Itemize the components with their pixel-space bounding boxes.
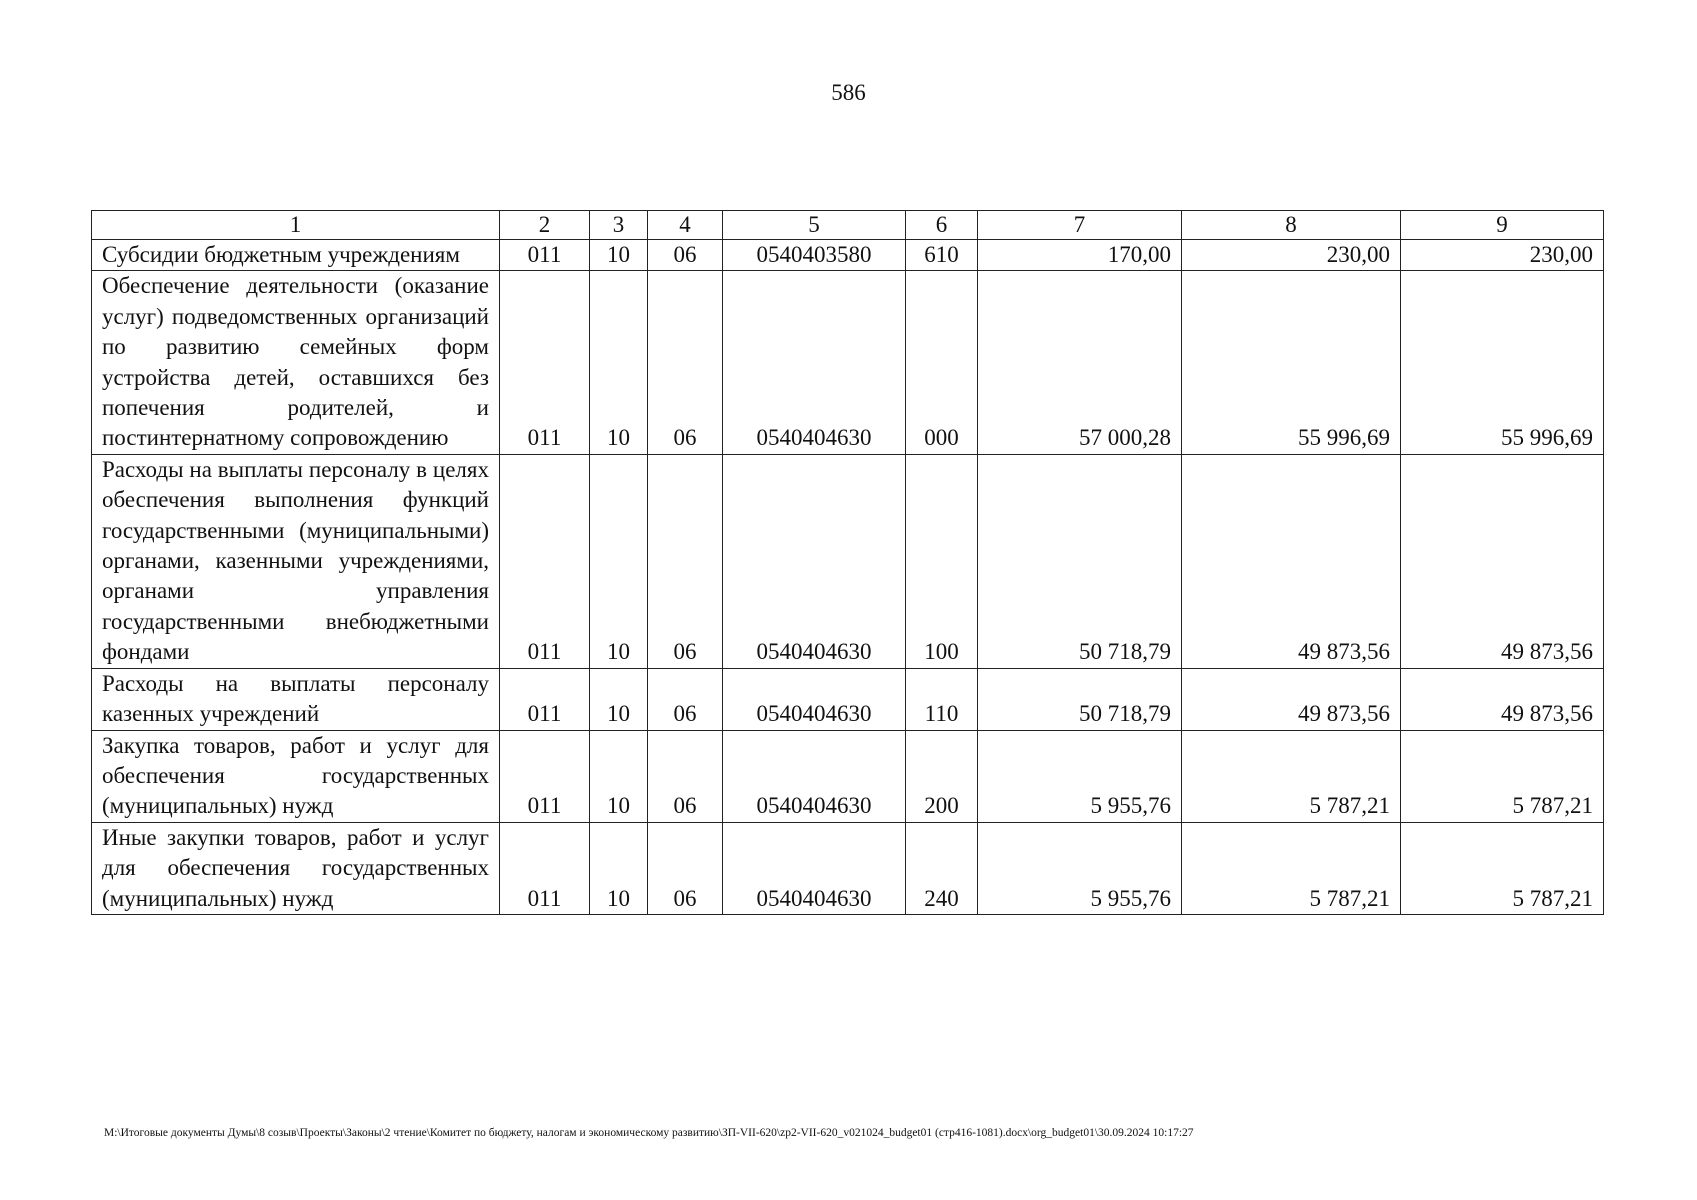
expense-name: Расходы на выплаты персоналу в целях обеспечения выполнения функций государственными (муниципальными) органами, казенными учреждениями, органами управления государственными внебюджетными фондами bbox=[92, 454, 500, 668]
amount-col9: 49 873,56 bbox=[1401, 454, 1604, 668]
column-header: 7 bbox=[978, 211, 1182, 240]
subsection-code: 06 bbox=[648, 454, 723, 668]
column-header: 8 bbox=[1182, 211, 1401, 240]
expense-type-code: 100 bbox=[906, 454, 978, 668]
subsection-code: 06 bbox=[648, 822, 723, 914]
amount-col7: 57 000,28 bbox=[978, 271, 1182, 454]
amount-col9: 49 873,56 bbox=[1401, 668, 1604, 730]
section-code: 10 bbox=[590, 454, 648, 668]
amount-col7: 5 955,76 bbox=[978, 822, 1182, 914]
target-article-code: 0540403580 bbox=[723, 240, 906, 271]
target-article-code: 0540404630 bbox=[723, 730, 906, 822]
subsection-code: 06 bbox=[648, 730, 723, 822]
target-article-code: 0540404630 bbox=[723, 454, 906, 668]
subsection-code: 06 bbox=[648, 240, 723, 271]
amount-col7: 170,00 bbox=[978, 240, 1182, 271]
column-header: 6 bbox=[906, 211, 978, 240]
ministry-code: 011 bbox=[500, 240, 590, 271]
column-header: 9 bbox=[1401, 211, 1604, 240]
subsection-code: 06 bbox=[648, 668, 723, 730]
table-row bbox=[92, 454, 1604, 668]
budget-table bbox=[91, 210, 1604, 915]
section-code: 10 bbox=[590, 240, 648, 271]
amount-col8: 230,00 bbox=[1182, 240, 1401, 271]
page-number: 586 bbox=[831, 80, 866, 105]
amount-col9: 5 787,21 bbox=[1401, 822, 1604, 914]
expense-name: Обеспечение деятельности (оказание услуг) подведомственных организаций по развитию семейных форм устройства детей, оставшихся без попечения родителей, и постинтернатному сопровождению bbox=[92, 271, 500, 454]
ministry-code: 011 bbox=[500, 822, 590, 914]
ministry-code: 011 bbox=[500, 271, 590, 454]
column-header: 2 bbox=[500, 211, 590, 240]
target-article-code: 0540404630 bbox=[723, 822, 906, 914]
expense-name: Субсидии бюджетным учреждениям bbox=[92, 240, 500, 271]
column-header: 3 bbox=[590, 211, 648, 240]
section-code: 10 bbox=[590, 668, 648, 730]
amount-col8: 49 873,56 bbox=[1182, 454, 1401, 668]
expense-type-code: 240 bbox=[906, 822, 978, 914]
amount-col9: 5 787,21 bbox=[1401, 730, 1604, 822]
amount-col9: 230,00 bbox=[1401, 240, 1604, 271]
table-row bbox=[92, 271, 1604, 454]
amount-col8: 5 787,21 bbox=[1182, 730, 1401, 822]
table-header-row bbox=[92, 211, 1604, 240]
ministry-code: 011 bbox=[500, 668, 590, 730]
target-article-code: 0540404630 bbox=[723, 668, 906, 730]
table-row bbox=[92, 730, 1604, 822]
table-row bbox=[92, 822, 1604, 914]
expense-name: Закупка товаров, работ и услуг для обеспечения государственных (муниципальных) нужд bbox=[92, 730, 500, 822]
section-code: 10 bbox=[590, 730, 648, 822]
file-path-footer: М:\Итоговые документы Думы\8 созыв\Проекты\Законы\2 чтение\Комитет по бюджету, налогам и экономическому развитию\ЗП-VII-620\zp2-VII-620_v021024_budget01 (стр416-1081).docx\org_budget01\30.09.2024 10:17:27 bbox=[104, 1127, 1194, 1139]
expense-name: Расходы на выплаты персоналу казенных учреждений bbox=[92, 668, 500, 730]
amount-col8: 5 787,21 bbox=[1182, 822, 1401, 914]
ministry-code: 011 bbox=[500, 730, 590, 822]
amount-col7: 50 718,79 bbox=[978, 668, 1182, 730]
ministry-code: 011 bbox=[500, 454, 590, 668]
subsection-code: 06 bbox=[648, 271, 723, 454]
amount-col8: 49 873,56 bbox=[1182, 668, 1401, 730]
column-header: 1 bbox=[92, 211, 500, 240]
table-row bbox=[92, 240, 1604, 271]
expense-type-code: 200 bbox=[906, 730, 978, 822]
table-row bbox=[92, 668, 1604, 730]
expense-name: Иные закупки товаров, работ и услуг для обеспечения государственных (муниципальных) нужд bbox=[92, 822, 500, 914]
expense-type-code: 000 bbox=[906, 271, 978, 454]
amount-col7: 5 955,76 bbox=[978, 730, 1182, 822]
amount-col9: 55 996,69 bbox=[1401, 271, 1604, 454]
section-code: 10 bbox=[590, 271, 648, 454]
column-header: 5 bbox=[723, 211, 906, 240]
amount-col7: 50 718,79 bbox=[978, 454, 1182, 668]
section-code: 10 bbox=[590, 822, 648, 914]
expense-type-code: 110 bbox=[906, 668, 978, 730]
expense-type-code: 610 bbox=[906, 240, 978, 271]
target-article-code: 0540404630 bbox=[723, 271, 906, 454]
column-header: 4 bbox=[648, 211, 723, 240]
amount-col8: 55 996,69 bbox=[1182, 271, 1401, 454]
